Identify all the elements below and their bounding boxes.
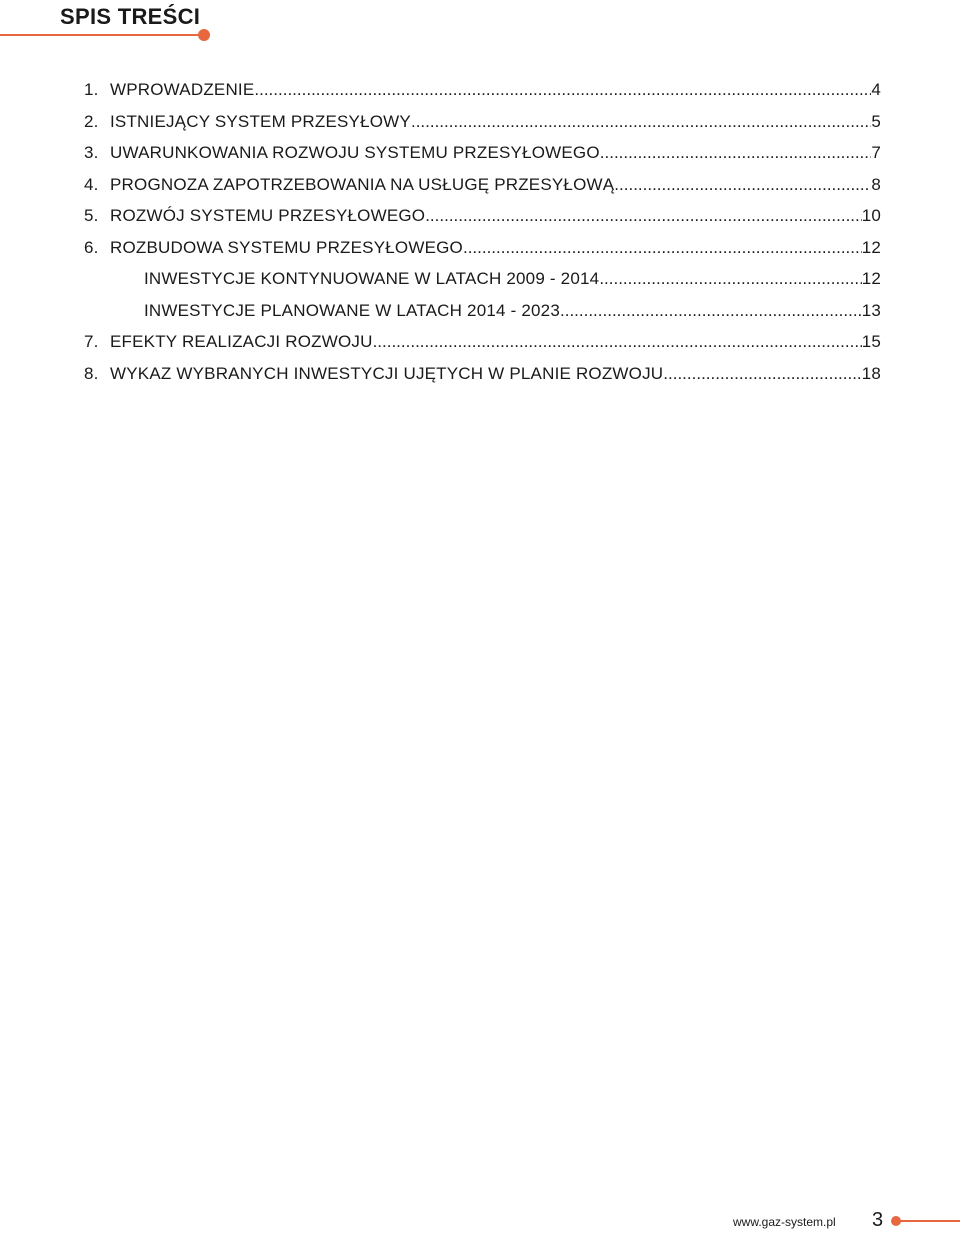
footer-accent-line <box>898 1220 960 1222</box>
toc-entry-wykaz[interactable] <box>84 362 881 394</box>
toc-page-number: 12 <box>861 269 881 288</box>
footer-website-url[interactable]: www.gaz-system.pl <box>733 1215 836 1229</box>
toc-dot-leader <box>425 204 861 228</box>
toc-dot-leader <box>463 236 862 260</box>
toc-number: 2. <box>84 111 99 131</box>
toc-number: 8. <box>84 363 99 383</box>
toc-label: INWESTYCJE PLANOWANE W LATACH 2014 - 2023 <box>144 300 560 320</box>
footer-page-number: 3 <box>872 1209 884 1231</box>
toc-label: ROZBUDOWA SYSTEMU PRZESYŁOWEGO <box>110 237 463 257</box>
toc-subentry-inwestycje-kontynuowane[interactable] <box>84 267 881 299</box>
toc-number: 1. <box>84 80 99 99</box>
table-of-contents <box>84 78 881 393</box>
toc-page-number: 13 <box>861 300 881 320</box>
toc-page-number: 18 <box>861 363 881 383</box>
toc-entry-efekty[interactable] <box>84 330 881 362</box>
title-underline <box>0 34 203 36</box>
toc-entry-rozbudowa[interactable] <box>84 236 881 268</box>
toc-dot-leader <box>373 330 862 354</box>
toc-page-number: 4 <box>871 80 881 99</box>
toc-entry-istniejacy-system[interactable] <box>84 110 881 142</box>
toc-page-number: 8 <box>871 174 881 194</box>
toc-label: ISTNIEJĄCY SYSTEM PRZESYŁOWY <box>110 111 411 131</box>
toc-entry-rozwoj[interactable] <box>84 204 881 236</box>
toc-entry-wprowadzenie[interactable] <box>84 78 881 110</box>
toc-number: 3. <box>84 143 99 162</box>
toc-dot-leader <box>599 267 861 291</box>
toc-label: UWARUNKOWANIA ROZWOJU SYSTEMU PRZESYŁOWEGO <box>110 143 600 162</box>
toc-label: WYKAZ WYBRANYCH INWESTYCJI UJĘTYCH W PLANIE ROZWOJU <box>110 363 664 383</box>
title-accent-dot <box>198 29 210 41</box>
toc-page-number: 7 <box>871 143 881 162</box>
toc-number: 4. <box>84 174 99 194</box>
toc-dot-leader <box>600 141 872 165</box>
toc-page-number: 10 <box>861 206 881 225</box>
toc-label: WPROWADZENIE <box>110 80 255 99</box>
toc-dot-leader <box>614 173 871 197</box>
toc-label: ROZWÓJ SYSTEMU PRZESYŁOWEGO <box>110 206 426 225</box>
toc-page-number: 5 <box>871 111 881 131</box>
toc-entry-prognoza[interactable] <box>84 173 881 205</box>
toc-subentry-inwestycje-planowane[interactable] <box>84 299 881 331</box>
toc-page-number: 15 <box>861 332 881 351</box>
toc-label: PROGNOZA ZAPOTRZEBOWANIA NA USŁUGĘ PRZESYŁOWĄ <box>110 174 615 194</box>
toc-number: 7. <box>84 332 99 351</box>
toc-dot-leader <box>560 299 862 323</box>
toc-label: EFEKTY REALIZACJI ROZWOJU <box>110 332 373 351</box>
toc-page-number: 12 <box>861 237 881 257</box>
page-title: SPIS TREŚCI <box>60 4 201 29</box>
toc-entry-uwarunkowania[interactable] <box>84 141 881 173</box>
toc-label: INWESTYCJE KONTYNUOWANE W LATACH 2009 - 2014 <box>144 269 600 288</box>
toc-number: 6. <box>84 237 99 257</box>
toc-dot-leader <box>254 78 871 102</box>
toc-dot-leader <box>663 362 861 386</box>
toc-number: 5. <box>84 206 99 225</box>
toc-dot-leader <box>411 110 871 134</box>
